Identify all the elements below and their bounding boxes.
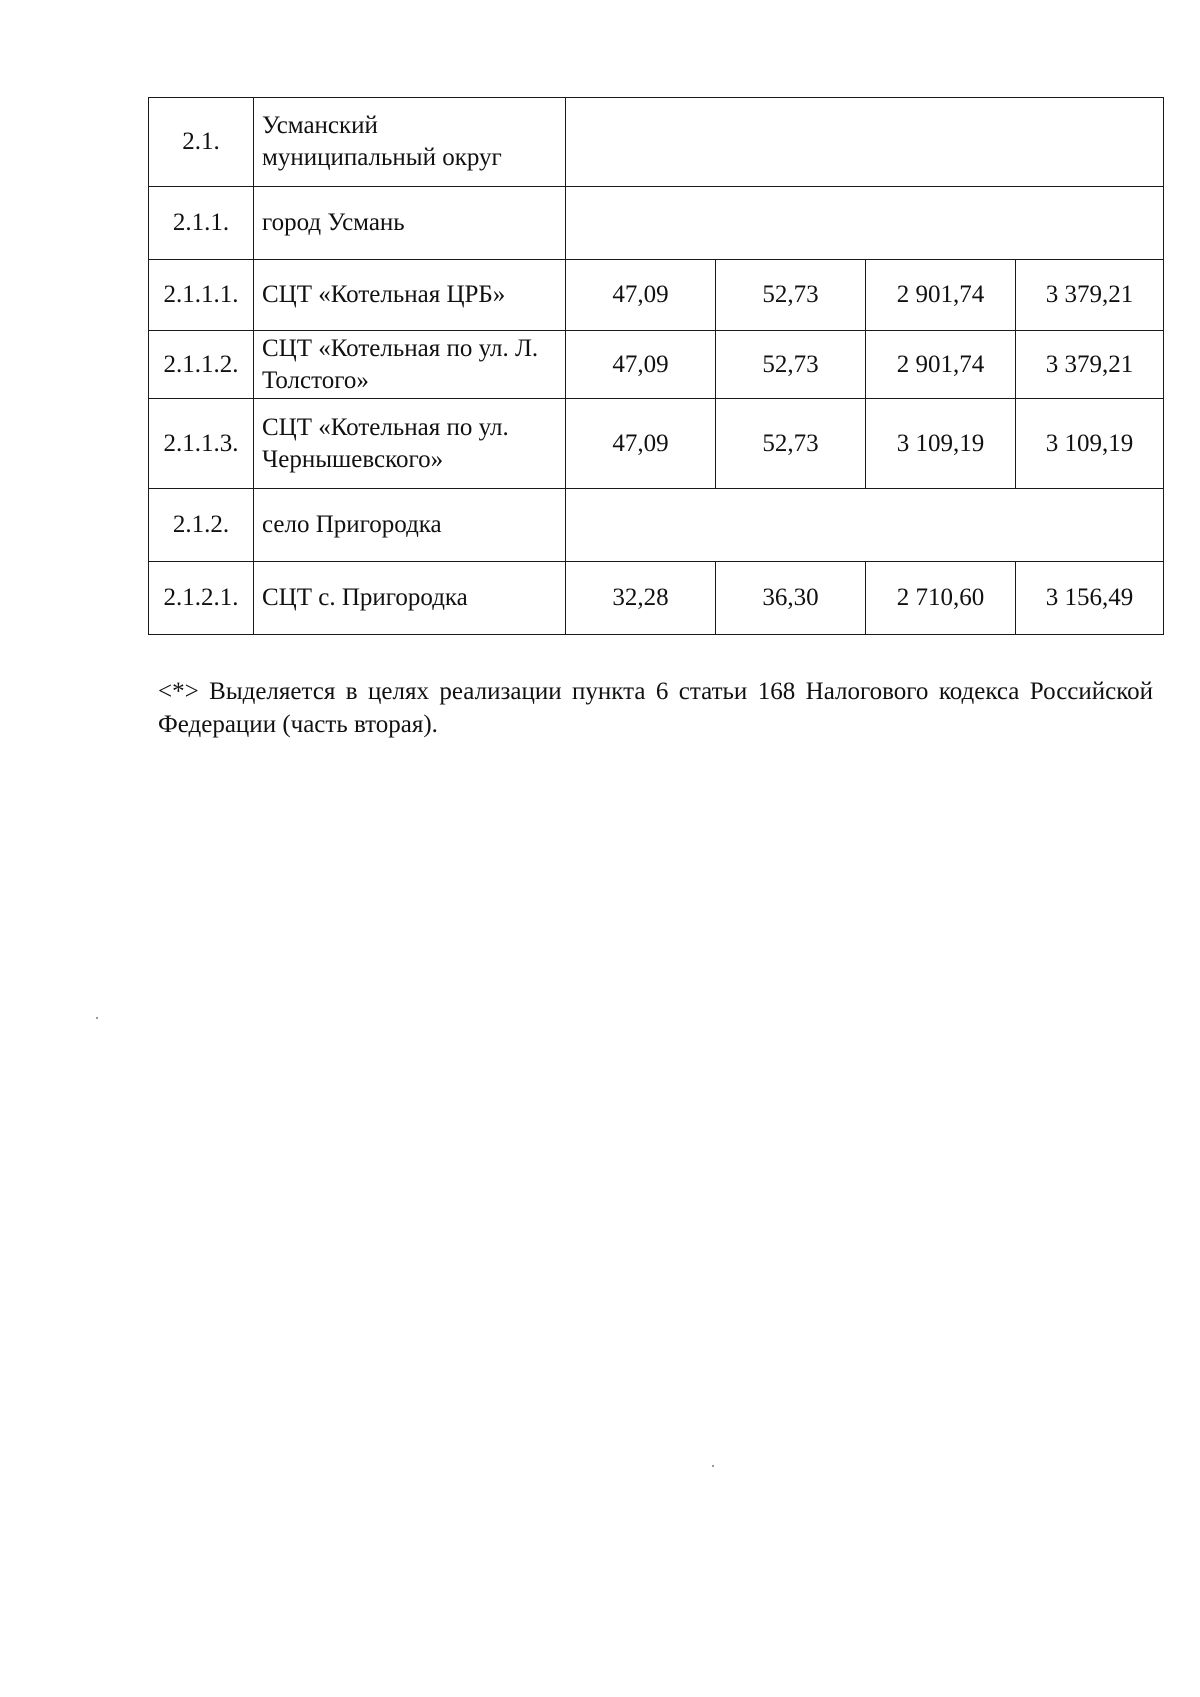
footnote: <*> Выделяется в целях реализации пункта 6 статьи 168 Налогового кодекса Российской Федерации (часть вторая).	[158, 678, 1153, 738]
row-number: 2.1.1.	[149, 187, 254, 260]
row-number: 2.1.	[149, 98, 254, 187]
table-row	[149, 98, 1164, 187]
value-cell: 3 379,21	[1016, 331, 1164, 399]
value-cell: 47,09	[566, 331, 716, 399]
row-number: 2.1.1.1.	[149, 260, 254, 331]
value-cell: 47,09	[566, 260, 716, 331]
row-name: СЦТ с. Пригородка	[254, 562, 566, 635]
value-cell: 47,09	[566, 399, 716, 489]
table-row	[149, 489, 1164, 562]
row-name: СЦТ «Котельная ЦРБ»	[254, 260, 566, 331]
table-row	[149, 331, 1164, 399]
value-cell: 52,73	[716, 331, 866, 399]
value-cell: 2 710,60	[866, 562, 1016, 635]
row-name: СЦТ «Котельная по ул. Чернышевского»	[254, 399, 566, 489]
row-number: 2.1.2.1.	[149, 562, 254, 635]
table-row	[149, 562, 1164, 635]
empty-cell	[566, 187, 1164, 260]
row-number: 2.1.1.2.	[149, 331, 254, 399]
row-name: город Усмань	[254, 187, 566, 260]
value-cell: 52,73	[716, 399, 866, 489]
table-row	[149, 260, 1164, 331]
value-cell: 3 109,19	[866, 399, 1016, 489]
table-row	[149, 399, 1164, 489]
value-cell: 32,28	[566, 562, 716, 635]
empty-cell	[566, 98, 1164, 187]
row-name: Усманский муниципальный округ	[254, 98, 566, 187]
row-name: СЦТ «Котельная по ул. Л. Толстого»	[254, 331, 566, 399]
value-cell: 3 109,19	[1016, 399, 1164, 489]
tariff-table	[148, 97, 1164, 635]
row-number: 2.1.1.3.	[149, 399, 254, 489]
row-name: село Пригородка	[254, 489, 566, 562]
empty-cell	[566, 489, 1164, 562]
scan-speck	[712, 1465, 714, 1467]
value-cell: 3 379,21	[1016, 260, 1164, 331]
value-cell: 2 901,74	[866, 331, 1016, 399]
table-row	[149, 187, 1164, 260]
scan-speck	[96, 1017, 98, 1019]
value-cell: 52,73	[716, 260, 866, 331]
value-cell: 2 901,74	[866, 260, 1016, 331]
value-cell: 36,30	[716, 562, 866, 635]
value-cell: 3 156,49	[1016, 562, 1164, 635]
row-number: 2.1.2.	[149, 489, 254, 562]
